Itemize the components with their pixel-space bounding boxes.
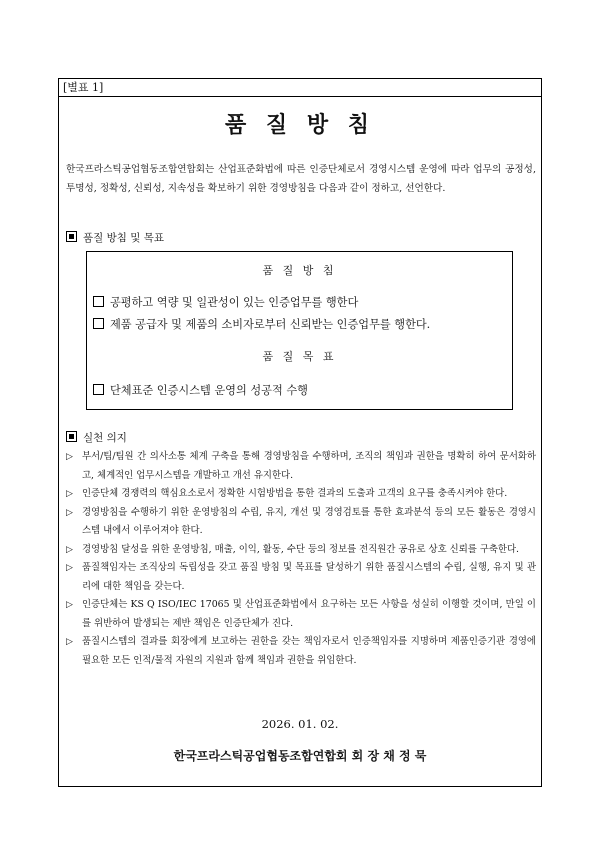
signature-line: 한국프라스틱공업협동조합연합회 회 장 채 정 묵 — [173, 749, 427, 763]
intro-paragraph: 한국프라스틱공업협동조합연합회는 산업표준화법에 따른 인증단체로서 경영시스템 운영에 따라 업무의 공정성, 투명성, 정확성, 신뢰성, 지속성을 확보하기 위한 경영방침을 다음과 같이 정하고, 선언한다. — [66, 164, 536, 194]
list-item: ▷ 경영방침을 수행하기 위한 운영방침의 수립, 유지, 개선 및 경영검토를 통한 효과분석 등의 모든 활동은 경영시스템 내에서 이루어져야 한다. — [66, 504, 536, 541]
checkbox-icon — [93, 384, 104, 395]
list-item: ▷ 부서/팀/팀원 간 의사소통 체계 구축을 통해 경영방침을 수행하며, 조직의 책임과 권한을 명확히 하여 문서화하고, 체계적인 업무시스템을 개발하고 개선 유지한다. — [66, 448, 536, 485]
list-item: ▷ 인증단체 경쟁력의 핵심요소로서 정확한 시험방법을 통한 결과의 도출과 고객의 요구를 충족시켜야 한다. — [66, 485, 536, 504]
checkbox-icon — [93, 296, 104, 307]
policy-box — [86, 251, 513, 410]
header-divider — [58, 96, 542, 97]
list-item: ▷ 품질책임자는 조직상의 독립성을 갖고 품질 방침 및 목표를 달성하기 위한 품질시스템의 수립, 실행, 유지 및 관리에 대한 책임을 갖는다. — [66, 559, 536, 596]
checkbox-icon — [93, 318, 104, 329]
policy-item: 공평하고 역량 및 일관성이 있는 인증업무를 행한다 — [93, 294, 358, 310]
triangle-bullet-icon: ▷ — [66, 637, 73, 647]
triangle-bullet-icon: ▷ — [66, 452, 73, 462]
goal-item: 단체표준 인증시스템 운영의 성공적 수행 — [93, 382, 308, 398]
triangle-bullet-icon: ▷ — [66, 507, 73, 518]
goal-heading: 품 질 목 표 — [262, 350, 337, 363]
list-item: ▷ 품질시스템의 결과를 회장에게 보고하는 권한을 갖는 책임자로서 인증책임자를 지명하며 제품인증기관 경영에 필요한 모든 인적/물적 자원의 지원과 함께 책임과 권한을 위임한다. — [66, 633, 536, 670]
practice-list — [66, 448, 536, 670]
policy-heading: 품 질 방 침 — [262, 264, 337, 277]
section-heading-policy: 품질 방침 및 목표 — [66, 230, 164, 245]
policy-item: 제품 공급자 및 제품의 소비자로부터 신뢰받는 인증업무를 행한다. — [93, 316, 430, 332]
filled-square-icon — [66, 231, 77, 242]
list-item: ▷ 인증단체는 KS Q ISO/IEC 17065 및 산업표준화법에서 요구하는 모든 사항을 성실히 이행할 것이며, 만일 이를 위반하여 발생되는 제반 책임은 인증단체가 진다. — [66, 596, 536, 633]
filled-square-icon — [66, 431, 77, 442]
triangle-bullet-icon: ▷ — [66, 563, 73, 573]
list-item: ▷ 경영방침 달성을 위한 운영방침, 매출, 이익, 활동, 수단 등의 정보를 전직원간 공유로 상호 신뢰를 구축한다. — [66, 541, 536, 560]
attachment-tag: [별표 1] — [63, 81, 104, 94]
page-title: 품 질 방 침 — [225, 112, 375, 138]
triangle-bullet-icon: ▷ — [66, 489, 73, 499]
section-heading-practice: 실천 의지 — [66, 430, 127, 445]
triangle-bullet-icon: ▷ — [66, 544, 73, 555]
triangle-bullet-icon: ▷ — [66, 600, 73, 610]
document-date: 2026. 01. 02. — [261, 717, 339, 731]
